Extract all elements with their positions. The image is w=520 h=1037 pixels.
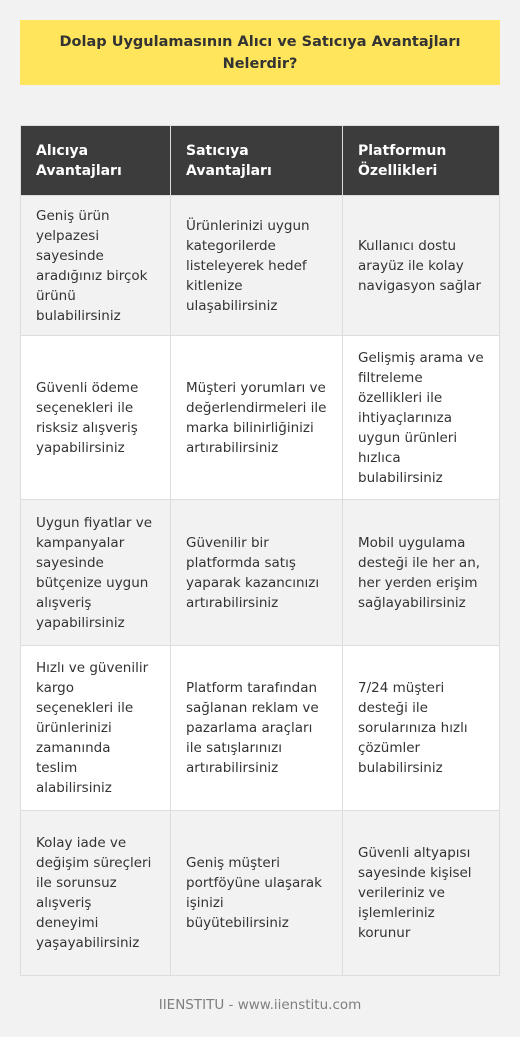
header-seller-advantages: Satıcıya Avantajları <box>171 126 343 196</box>
table-cell: Müşteri yorumları ve değerlendirmeleri ile marka bilinirliğinizi artırabilirsiniz <box>171 336 343 500</box>
table-row <box>21 336 500 500</box>
table-cell: Mobil uygulama desteği ile her an, her yerden erişim sağlayabilirsiniz <box>343 500 500 646</box>
table-cell: Güvenli ödeme seçenekleri ile risksiz alışveriş yapabilirsiniz <box>21 336 171 500</box>
table-header-row <box>21 126 500 196</box>
title-banner <box>20 20 500 85</box>
table-cell: Geniş ürün yelpazesi sayesinde aradığınız birçok ürünü bulabilirsiniz <box>21 196 171 336</box>
table-row <box>21 500 500 646</box>
table-cell: Ürünlerinizi uygun kategorilerde listeleyerek hedef kitlenize ulaşabilirsiniz <box>171 196 343 336</box>
table-cell: 7/24 müşteri desteği ile sorularınıza hızlı çözümler bulabilirsiniz <box>343 646 500 811</box>
advantages-table <box>20 125 500 976</box>
table-cell: Kullanıcı dostu arayüz ile kolay navigasyon sağlar <box>343 196 500 336</box>
table-cell: Hızlı ve güvenilir kargo seçenekleri ile ürünlerinizi zamanında teslim alabilirsiniz <box>21 646 171 811</box>
table-cell: Platform tarafından sağlanan reklam ve pazarlama araçları ile satışlarınızı artırabilirsiniz <box>171 646 343 811</box>
table-cell: Geniş müşteri portföyüne ulaşarak işinizi büyütebilirsiniz <box>171 811 343 976</box>
table-row <box>21 811 500 976</box>
table-cell: Güvenli altyapısı sayesinde kişisel verileriniz ve işlemleriniz korunur <box>343 811 500 976</box>
page-title: Dolap Uygulamasının Alıcı ve Satıcıya Avantajları Nelerdir? <box>59 33 461 72</box>
header-buyer-advantages: Alıcıya Avantajları <box>21 126 171 196</box>
header-platform-features: Platformun Özellikleri <box>343 126 500 196</box>
table-row <box>21 196 500 336</box>
table-cell: Güvenilir bir platformda satış yaparak kazancınızı artırabilirsiniz <box>171 500 343 646</box>
table-cell: Uygun fiyatlar ve kampanyalar sayesinde bütçenize uygun alışveriş yapabilirsiniz <box>21 500 171 646</box>
footer-credit: IIENSTITU - www.iienstitu.com <box>158 997 362 1013</box>
table-row <box>21 646 500 811</box>
table-cell: Kolay iade ve değişim süreçleri ile sorunsuz alışveriş deneyimi yaşayabilirsiniz <box>21 811 171 976</box>
table-cell: Gelişmiş arama ve filtreleme özellikleri ile ihtiyaçlarınıza uygun ürünleri hızlıca bulabilirsiniz <box>343 336 500 500</box>
